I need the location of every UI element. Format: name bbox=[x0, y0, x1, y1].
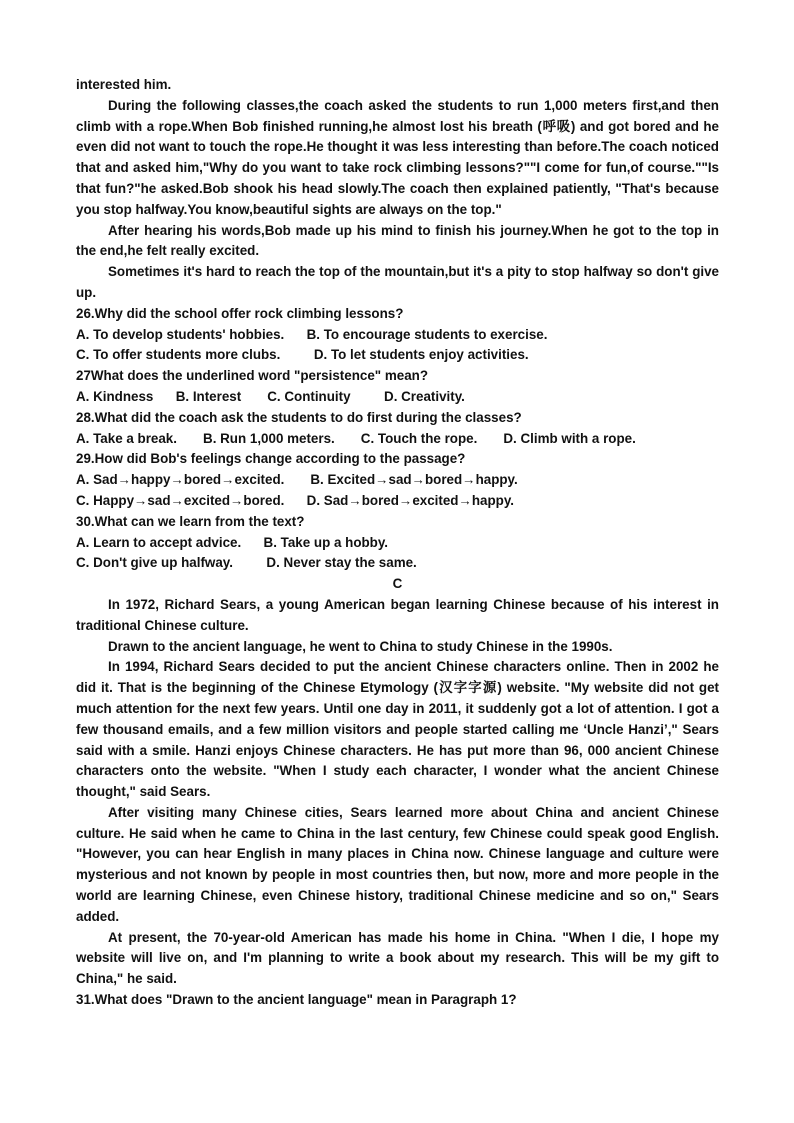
passage-b-paragraph-0: interested him. bbox=[76, 77, 172, 92]
question-options: C. To offer students more clubs. D. To let students enjoy activities. bbox=[76, 347, 529, 363]
question-stem: 29.How did Bob's feelings change according to the passage? bbox=[76, 451, 466, 467]
passage-b-paragraph-1: During the following classes,the coach asked the students to run 1,000 meters first,and then climb with a rope.When Bob finished running,he almost lost his breath (呼吸) and got bored and he even did not want to touch the rope.He thought it was less interesting than before.The coach noticed that and asked him,"Why do you want to take rock climbing lessons?""I come for fun,of course.""Is that fun?"he asked.Bob shook his head slowly.The coach then explained patiently, "That's because you stop halfway.You know,beautiful sights are always on the top." bbox=[76, 97, 719, 217]
passage-c-paragraph-4: After visiting many Chinese cities, Sears learned more about China and ancient Chinese culture. He said when he came to China in the last century, few Chinese could speak good English. "However, you can hear English in many places in China now. Chinese language and culture were mysterious and not known by people in most countries then, but now, more and more people in the world are learning Chinese, even Chinese history, traditional Chinese medicine and so on," Sears added. bbox=[76, 804, 719, 924]
question-options: A. Learn to accept advice. B. Take up a hobby. bbox=[76, 534, 389, 550]
passage-c-paragraph-5: At present, the 70-year-old American has made his home in China. "When I die, I hope my website will live on, and I'm planning to write a book about my research. This will be my gift to China," he said. bbox=[76, 929, 719, 987]
passage-c-paragraph-2: Drawn to the ancient language, he went to China to study Chinese in the 1990s. bbox=[108, 638, 613, 654]
question-options: C. Don't give up halfway. D. Never stay the same. bbox=[76, 555, 417, 571]
question-options: C. Happy→sad→excited→bored. D. Sad→bored→excited→happy. bbox=[76, 492, 515, 508]
question-options: A. Take a break. B. Run 1,000 meters. C. Touch the rope. D. Climb with a rope. bbox=[76, 430, 636, 446]
passage-b-paragraph-2: After hearing his words,Bob made up his mind to finish his journey.When he got to the top in the end,he felt really excited. bbox=[76, 222, 719, 259]
question-26 bbox=[76, 304, 719, 366]
question-stem: 26.Why did the school offer rock climbing lessons? bbox=[76, 305, 404, 321]
question-31-stem: 31.What does "Drawn to the ancient language" mean in Paragraph 1? bbox=[76, 992, 517, 1008]
question-29 bbox=[76, 449, 719, 511]
question-stem: 30.What can we learn from the text? bbox=[76, 513, 305, 529]
section-c-heading: C bbox=[392, 576, 403, 592]
passage-b-paragraph-3: Sometimes it's hard to reach the top of the mountain,but it's a pity to stop halfway so don't give up. bbox=[76, 264, 719, 300]
document-page bbox=[76, 75, 719, 1011]
question-28 bbox=[76, 408, 719, 450]
passage-c-paragraph-3: In 1994, Richard Sears decided to put the ancient Chinese characters online. Then in 2002 he did it. That is the beginning of the Chinese Etymology (汉字字源) website. "My website did not get much attention for the next few years. Until one day in 2011, it suddenly got a lot of attention. I got a few thousand emails, and a few million visitors and people started calling me ‘Uncle Hanzi’," Sears said with a smile. Hanzi enjoys Chinese characters. He has put more than 96, 000 ancient Chinese characters onto the website. "When I study each character, I wonder what the ancient Chinese thought," said Sears. bbox=[76, 659, 719, 800]
question-options: A. Kindness B. Interest C. Continuity D. Creativity. bbox=[76, 388, 465, 404]
question-stem: 27What does the underlined word "persistence" mean? bbox=[76, 368, 429, 384]
question-options: A. Sad→happy→bored→excited. B. Excited→sad→bored→happy. bbox=[76, 472, 518, 488]
question-30 bbox=[76, 512, 719, 574]
question-27 bbox=[76, 366, 719, 408]
question-options: A. To develop students' hobbies. B. To encourage students to exercise. bbox=[76, 326, 548, 342]
passage-c-paragraph-1: In 1972, Richard Sears, a young American began learning Chinese because of his interest in traditional Chinese culture. bbox=[76, 596, 719, 633]
question-stem: 28.What did the coach ask the students to do first during the classes? bbox=[76, 409, 522, 425]
